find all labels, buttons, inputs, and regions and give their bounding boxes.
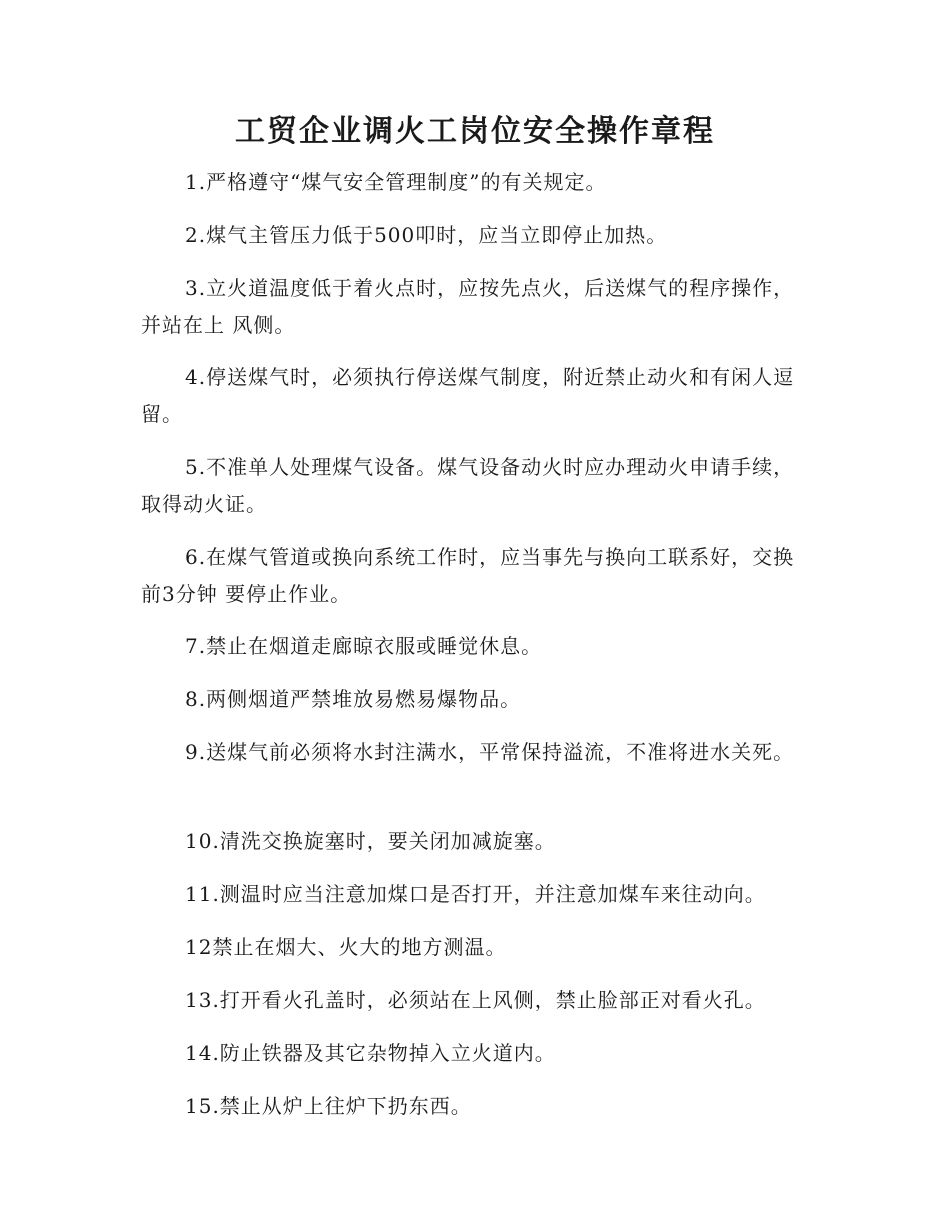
clause-2: 2.煤气主管压力低于500叩时，应当立即停止加热。 xyxy=(185,223,668,247)
clause-10: 10.清洗交换旋塞时，要关闭加减旋塞。 xyxy=(185,829,556,853)
clause-14: 14.防止铁器及其它杂物掉入立火道内。 xyxy=(185,1041,556,1065)
document-title: 工贸企业调火工岗位安全操作章程 xyxy=(235,114,715,149)
clause-3: 3.立火道温度低于着火点时，应按先点火，后送煤气的程序操作，并站在上 风侧。 xyxy=(141,276,795,337)
clause-8: 8.两侧烟道严禁堆放易燃易爆物品。 xyxy=(185,687,522,711)
clause-4: 4.停送煤气时，必须执行停送煤气制度，附近禁止动火和有闲人逗留。 xyxy=(141,365,795,426)
clause-12: 12禁止在烟大、火大的地方测温。 xyxy=(185,935,507,959)
clause-13: 13.打开看火孔盖时，必须站在上风侧，禁止脸部正对看火孔。 xyxy=(185,988,766,1012)
clause-1: 1.严格遵守“煤气安全管理制度”的有关规定。 xyxy=(185,170,607,194)
clause-9: 9.送煤气前必须将水封注满水，平常保持溢流，不准将进水关死。 xyxy=(185,740,795,764)
clause-7: 7.禁止在烟道走廊晾衣服或睡觉休息。 xyxy=(185,634,543,658)
clause-15: 15.禁止从炉上往炉下扔东西。 xyxy=(185,1094,472,1118)
clause-6: 6.在煤气管道或换向系统工作时，应当事先与换向工联系好，交换前3分钟 要停止作业。 xyxy=(141,545,795,606)
clause-5: 5.不准单人处理煤气设备。煤气设备动火时应办理动火申请手续，取得动火证。 xyxy=(141,455,795,516)
clause-11: 11.测温时应当注意加煤口是否打开，并注意加煤车来往动向。 xyxy=(185,882,766,906)
